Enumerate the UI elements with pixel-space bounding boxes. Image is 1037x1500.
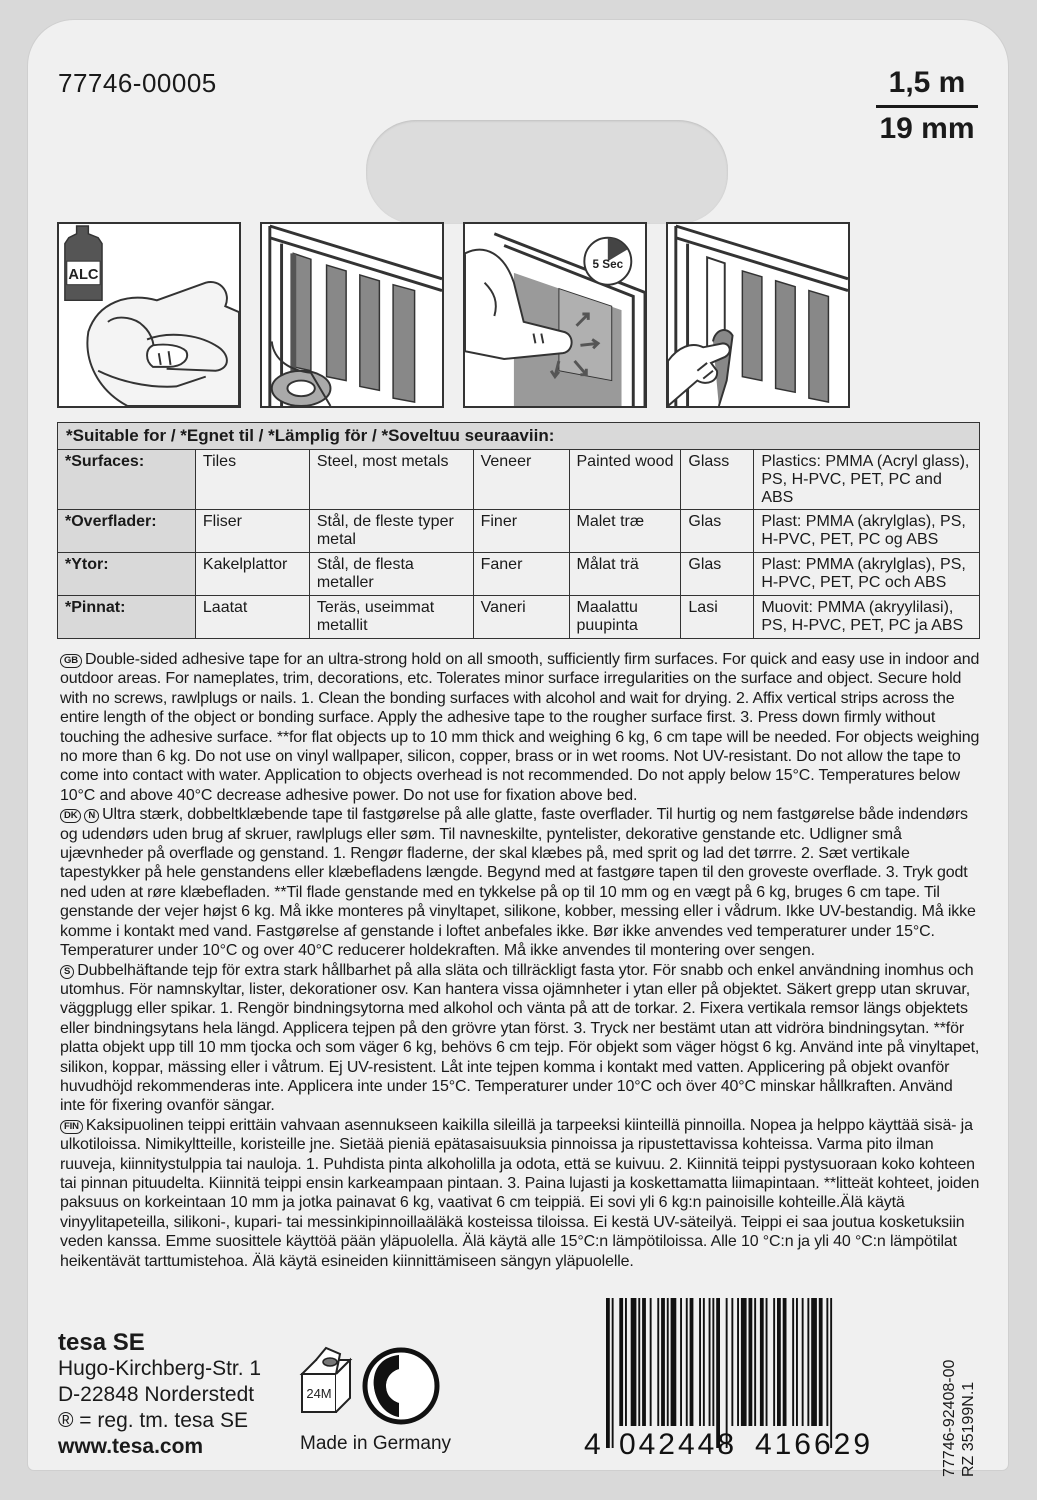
barcode-bar — [671, 1298, 677, 1426]
barcode-bar — [749, 1298, 753, 1426]
tape-width: 19 mm — [879, 112, 975, 145]
apply-tape-icon — [260, 222, 444, 408]
sku-number: 77746-00005 — [58, 68, 217, 98]
barcode-bar — [619, 1298, 623, 1426]
barcode-bar — [625, 1298, 627, 1426]
barcode-bar — [731, 1298, 733, 1426]
paragraph-dk — [60, 805, 982, 960]
timer-label: 5 Sec — [592, 258, 624, 272]
table-cell: Teräs, useimmat metallit — [309, 596, 473, 639]
table-cell: Glas — [681, 510, 754, 553]
table-cell: Glas — [681, 553, 754, 596]
barcode-bar — [783, 1298, 787, 1426]
paragraph-text: Double-sided adhesive tape for an ultra-strong hold on all smooth, sufficiently firm surfaces. For quick and easy use in indoor and outdoor areas. For nameplates, trim, decorations, etc. Tolerates minor surface irregularities on the surface and object. Secure hold with no screws, rawlplugs or nails. 1. Clean the bonding surfaces with alcohol and wait for drying. 2. Affix vertical strips across the entire length of the object or bonding surface. Apply the adhesive tape to the rougher surface first. 3. Press down firmly without touching the adhesive surface. **for flat objects up to 10 mm thick and weighing 6 kg, 6 cm tape will be needed. For objects weighing no more than 6 kg. Do not use on vinyl wallpaper, silicon, copper, brass or in wet rooms. Not UV-resistant. Do not allow the tape to come into contact with water. Application to objects overhead is not recommended. Do not apply below 15°C. Temperatures below 10°C and above 40°C decrease adhesive power. Do not use for fixation above bed. — [60, 651, 980, 804]
barcode-bar — [703, 1298, 705, 1426]
barcode-bar — [819, 1298, 823, 1426]
barcode-bar — [826, 1298, 828, 1426]
table-row-overflader — [58, 510, 980, 553]
barcode-bar — [661, 1298, 665, 1426]
barcode-bar — [606, 1298, 610, 1448]
table-cell: Malet træ — [569, 510, 681, 553]
table-cell: Maalattu puupinta — [569, 596, 681, 639]
table-cell: Glass — [681, 450, 754, 510]
barcode-bar — [737, 1298, 739, 1426]
barcode-bar — [650, 1298, 652, 1426]
lang-badge-dk: DK — [60, 809, 81, 823]
paragraph-gb — [60, 650, 982, 805]
lang-badge-fin: FIN — [60, 1120, 83, 1134]
barcode-bar — [796, 1298, 798, 1426]
barcode-bar — [686, 1298, 688, 1426]
table-cell: Muovit: PMMA (akryylilasi), PS, H-PVC, PET, PC ja ABS — [754, 596, 980, 639]
paragraph-text: Kaksipuolinen teippi erittäin vahvaan asennukseen kaikilla sileillä ja tarpeeksi kiinteillä pinnoilla. Nopea ja helppo käyttää sisä- ja ulkotiloissa. Nimikyltteille, koristeille jne. Sietää pieniä epätasaisuuksia pinnoissa ja ripustettavissa kohteissa. Varma pito ilman ruuveja, kiinnitystulppia tai nauloja. 1. Puhdista pinta alkoholilla ja odota, että se kuivuu. 2. Kiinnitä teippi pystysuoraan koko kohteen tai pinnan pituudelta. Kiinnitä teippi ensin karkeampaan pintaan. 3. Paina lujasti ja koskettamatta liimapintaan. **litteät kohteet, joiden paksuus on korkeintaan 10 mm ja jotka painavat 6 kg, vaativat 6 cm teippiä. Ei sovi yli 6 kg:n painoisille kohteille.Älä käytä vinyylitapeteilla, silikoni-, kupari- tai messinkipinnoillaäläkä kosteissa tiloissa. Ei kestä UV-säteilyä. Teippi ei saa joutua kosketuksiin veden kanssa. Emme suosittele käyttöä pään yläpuolella. Älä käytä alle 15°C:n lämpötiloissa. Alle 10 °C:n ja yli 40 °C:n lämpötilat heikentävät tarttumistehoa. Älä käytä esineiden kiinnittämiseen sängyn yläpuolelle. — [60, 1116, 980, 1270]
vertical-codes — [940, 1360, 978, 1477]
period-after-opening-icon — [296, 1344, 354, 1418]
hang-hole — [366, 120, 728, 224]
pao-label: 24M — [306, 1386, 332, 1401]
press-object-icon — [463, 222, 647, 408]
suitability-table — [57, 422, 980, 639]
barcode-bar — [766, 1298, 768, 1426]
barcode-bar — [657, 1298, 659, 1426]
table-cell: Tiles — [195, 450, 309, 510]
table-cell: Veneer — [473, 450, 569, 510]
barcode-bar — [754, 1298, 756, 1426]
table-row-pinnat — [58, 596, 980, 639]
barcode-bar — [777, 1298, 781, 1426]
ean-barcode — [578, 1298, 890, 1458]
barcode-bar — [612, 1298, 614, 1448]
table-cell: Kakelplattor — [195, 553, 309, 596]
table-cell: Finer — [473, 510, 569, 553]
barcode-bar — [699, 1298, 701, 1426]
table-row-surfaces — [58, 450, 980, 510]
barcode-bar — [631, 1298, 637, 1426]
table-row-ytor — [58, 553, 980, 596]
table-cell: Laatat — [195, 596, 309, 639]
paragraph-text: Ultra stærk, dobbeltklæbende tape til fastgørelse på alle glatte, faste overflader. Til hurtig og nem fastgørelse både indendørs og udendørs uden brug af skruer, rawlplugs eller søm. Til navneskilte, pyntelister, dekorative genstande etc. Udligner små ujævnheder på overflade og genstand. 1. Rengør fladerne, der skal klæbes på, med sprit og lad det tørrre. 2. Sæt vertikale tapestykker på hele genstandens eller klæbefladens længde. Begynd med at fastgøre tapen til den groveste overflade. 3. Tryk godt ned uden at røre klæbefladen. **Til flade genstande med en tykkelse på op til 10 mm og en vægt på 6 kg, bruges 6 cm tape. Til genstande der vejer højst 6 kg. Må ikke monteres på vinyltapet, silikone, kobber, messing eller i vådrum. Ikke UV-bestandig. Må ikke komme i kontakt med vand. Fastgørelse af genstande i loftet anbefales ikke. Bør ikke anvendes ved temperaturer under 15°C. Temperaturer under 10°C og over 40°C reducerer holdekraften. Må ikke anvendes til montering over sengen. — [60, 806, 976, 960]
table-cell: Steel, most metals — [309, 450, 473, 510]
code-line-1: 77746-92408-00 — [941, 1359, 958, 1477]
barcode-bar — [709, 1298, 711, 1426]
barcode-bar — [773, 1298, 775, 1426]
table-cell: Plastics: PMMA (Acryl glass), PS, H-PVC, PET, PC and ABS — [754, 450, 980, 510]
paragraph-text: Dubbelhäftande tejp för extra stark hållbarhet på alla släta och tillräckligt fasta ytor. För snabb och enkel användning inomhus och utomhus. För namnskyltar, lister, dekorationer osv. Kan hantera vissa ojämnheter i ytan eller på objektet. Säkert grepp utan skruvar, väggplugg eller spikar. 1. Rengör bindningsytorna med alkohol och vänta på att de torkar. 2. Fixera vertikala remsor längs objektets eller bindningsytans hela längd. Applicera tejpen på den grövre ytan först. 3. Tryck ner bestämt utan att vidröra bindningsytan. **för platta objekt upp till 10 mm tjocka och som väger 6 kg, behövs 6 cm tejp. För objekt som väger högst 6 kg. Använd inte på vinyltapet, silikon, koppar, mässing eller i våtrum. Ej UV-resistent. Låt inte tejpen komma i kontakt med vatten. Applicering på objekt ovanför huvudhöjd rekommenderas inte. Applicera inte under 15°C. Temperaturer under 10°C och över 40°C minskar hållkraften. Använd inte för fixering ovanför sängar. — [60, 961, 980, 1115]
instructions-text — [60, 650, 982, 1271]
website-link: www.tesa.com — [58, 1435, 204, 1458]
table-cell: Målat trä — [569, 553, 681, 596]
made-in-label: Made in Germany — [300, 1433, 452, 1454]
barcode-bar — [726, 1298, 728, 1448]
street: Hugo-Kirchberg-Str. 1 — [58, 1357, 262, 1380]
tape-length: 1,5 m — [888, 66, 966, 99]
paragraph-s — [60, 961, 982, 1116]
table-title: *Suitable for / *Egnet til / *Lämplig för / *Soveltuu seuraaviin: — [58, 423, 980, 450]
barcode-bar — [667, 1298, 669, 1426]
barcode-bar — [807, 1298, 809, 1426]
lang-badge-n: N — [84, 809, 99, 823]
barcode-bar — [830, 1298, 832, 1448]
size-divider — [876, 105, 978, 108]
table-cell: Plast: PMMA (akrylglas), PS, H-PVC, PET, PC og ABS — [754, 510, 980, 553]
table-cell: Lasi — [681, 596, 754, 639]
barcode-bar — [680, 1298, 682, 1426]
lang-badge-gb: GB — [60, 654, 82, 668]
barcode-bar — [690, 1298, 694, 1426]
table-cell: Stål, de fleste typer metal — [309, 510, 473, 553]
barcode-bar — [802, 1298, 804, 1426]
table-cell: Faner — [473, 553, 569, 596]
trademark-note: ® = reg. tm. tesa SE — [58, 1409, 248, 1432]
barcode-bar — [760, 1298, 764, 1426]
barcode-bar — [811, 1298, 817, 1426]
barcode-bar — [712, 1298, 714, 1426]
instruction-steps — [57, 222, 857, 410]
company-address — [58, 1330, 261, 1460]
city: D-22848 Norderstedt — [58, 1383, 255, 1406]
removal-icon — [666, 222, 850, 408]
company-name: tesa SE — [58, 1329, 145, 1356]
code-line-2: RZ 35199N.1 — [960, 1381, 977, 1477]
table-cell: *Overflader: — [58, 510, 196, 553]
barcode-right-digits: 416629 — [754, 1428, 874, 1458]
barcode-bar — [792, 1298, 794, 1426]
barcode-bar — [638, 1298, 640, 1426]
alcohol-clean-icon — [57, 222, 241, 408]
table-cell: *Ytor: — [58, 553, 196, 596]
table-cell: Plast: PMMA (akrylglas), PS, H-PVC, PET, PC och ABS — [754, 553, 980, 596]
barcode-bar — [642, 1298, 646, 1426]
tape-size — [876, 66, 978, 146]
table-cell: Painted wood — [569, 450, 681, 510]
table-cell: *Pinnat: — [58, 596, 196, 639]
barcode-left-digits: 042448 — [618, 1428, 738, 1458]
alc-label: ALC — [68, 266, 99, 283]
table-cell: Fliser — [195, 510, 309, 553]
table-cell: *Surfaces: — [58, 450, 196, 510]
table-cell: Vaneri — [473, 596, 569, 639]
lang-badge-s: S — [60, 965, 74, 979]
paragraph-fin — [60, 1116, 982, 1271]
barcode-bar — [741, 1298, 747, 1426]
table-cell: Stål, de flesta metaller — [309, 553, 473, 596]
green-dot-recycling-icon — [362, 1347, 440, 1425]
barcode-bar — [716, 1298, 720, 1448]
barcode-first-digit: 4 — [584, 1428, 601, 1458]
